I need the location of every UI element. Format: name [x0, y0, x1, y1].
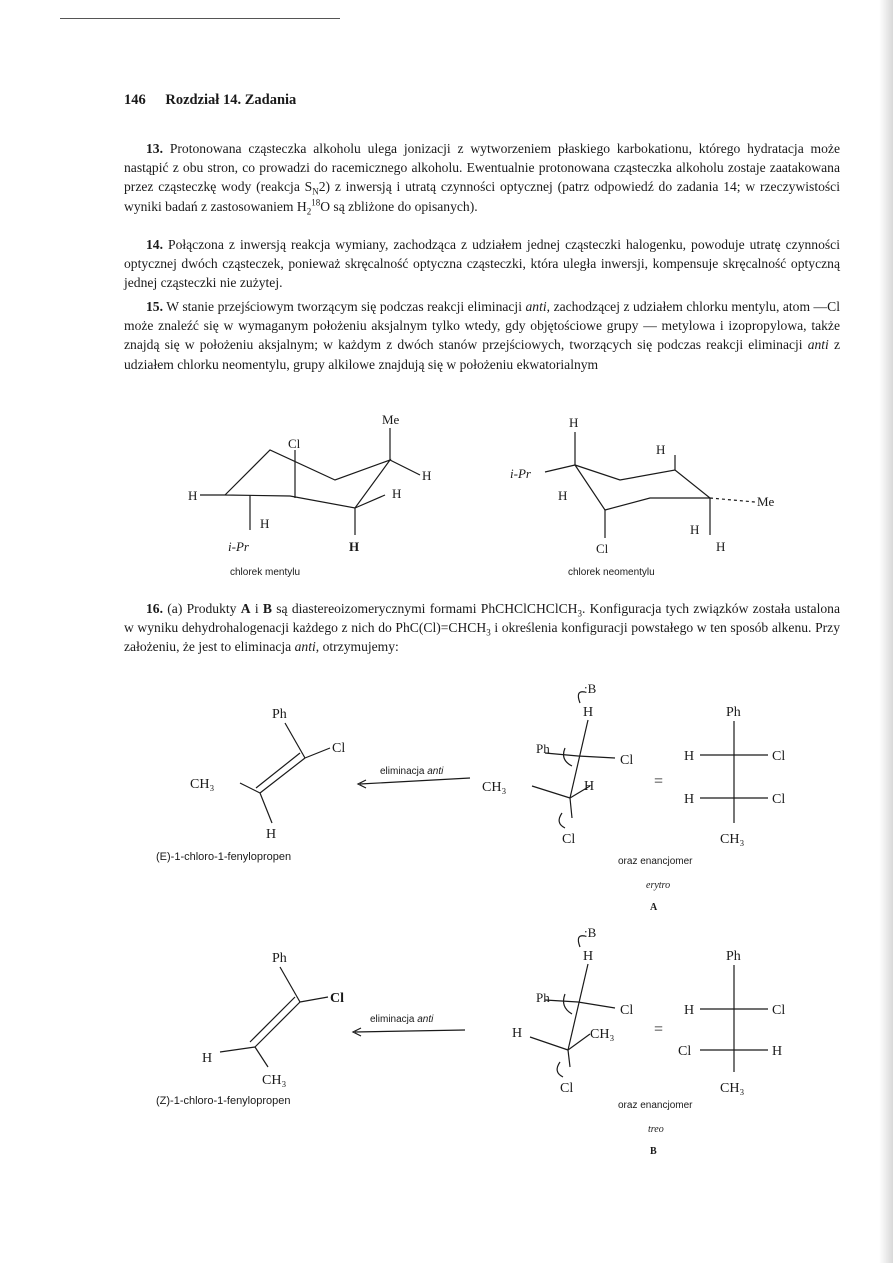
fischer-b-ph: Ph — [726, 949, 741, 964]
newman-b-h-bond — [530, 1037, 568, 1050]
menthyl-h-bond — [390, 460, 420, 475]
neomenthyl-h-left: H — [558, 488, 568, 503]
newman-b-h-top: H — [583, 949, 594, 964]
figure-16-threo — [156, 922, 800, 1162]
menthyl-me: Me — [382, 412, 400, 427]
alkene-e-cl-bond — [305, 748, 330, 758]
paragraph-15: 15. W stanie przejściowym tworzącym się podczas reakcji eliminacji anti, zachodzącej z udziałem chlorku mentylu, atom —Cl może znaleźć się w wymaganym położeniu aksjalnym tylko wtedy, gdy objętościowe grupy — metylowa i izopropylowa, także znajdą się w położeniu aksjalnym; w każdym z dwóch stanów przejściowych, tworzących się podczas reakcji eliminacji anti z udziałem chlorku neomentylu, grupy alkilowe znajdują się w położeniu ekwatorialnym — [124, 299, 840, 372]
neomenthyl-ipr: i-Pr — [510, 466, 531, 481]
neomenthyl-me-bond — [710, 498, 755, 502]
equals-a: = — [654, 773, 664, 790]
alkene-e-structure — [156, 707, 345, 863]
newman-a-base: :B — [584, 681, 597, 696]
newman-b-ph-bond — [545, 1000, 578, 1002]
neomenthyl-h-right: H — [716, 539, 726, 554]
neomenthyl-h-upper: H — [656, 442, 666, 457]
fischer-b-structure — [678, 949, 785, 1096]
alkene-z-caption: (Z)-1-chloro-1-fenylopropen — [156, 1095, 291, 1107]
newman-b-cl-bottom: Cl — [560, 1081, 574, 1096]
alkene-e-cl: Cl — [332, 741, 346, 756]
running-header — [124, 92, 296, 109]
alkene-e-h: H — [266, 827, 277, 842]
arrow-a-label: eliminacja anti — [380, 766, 444, 777]
newman-a-cl-bottom: Cl — [562, 832, 576, 847]
chapter-title: Rozdział 14. Zadania — [165, 92, 297, 108]
newman-a-cl-bond — [578, 756, 615, 758]
alkene-e-double-1 — [260, 758, 305, 793]
figure-16-erythro — [156, 678, 800, 918]
label-b-oraz: oraz enancjomer — [618, 1100, 693, 1111]
menthyl-h-left: H — [188, 488, 198, 503]
top-rule — [60, 18, 340, 19]
arrow-b-line — [355, 1030, 465, 1032]
newman-a-ph: Ph — [536, 741, 550, 756]
alkene-e-ch3: CH₃ — [190, 777, 215, 792]
label-a-letter: A — [650, 902, 658, 913]
alkene-z-ch3: CH₃ — [262, 1073, 287, 1088]
alkene-e-caption: (E)-1-chloro-1-fenylopropen — [156, 851, 292, 863]
neomenthyl-ring — [575, 465, 710, 510]
alkene-z-h-bond — [220, 1047, 255, 1052]
newman-b-ph: Ph — [536, 990, 550, 1005]
label-b-form: treo — [648, 1124, 664, 1135]
menthyl-h-right-low: H — [392, 486, 402, 501]
newman-b-h-left: H — [512, 1026, 523, 1041]
alkene-z-double-1 — [255, 1002, 300, 1047]
label-a-form: erytro — [646, 880, 671, 891]
fischer-a-ch3: CH₃ — [720, 832, 745, 847]
figure-15-chairs — [150, 410, 790, 585]
arrow-a-line — [360, 778, 470, 784]
newman-a-cl-right: Cl — [620, 753, 634, 768]
fischer-a-cl1: Cl — [772, 749, 786, 764]
alkene-z-h: H — [202, 1051, 213, 1066]
neomenthyl-chloride-structure — [510, 415, 775, 578]
alkene-e-ph: Ph — [272, 707, 287, 722]
arrow-b-label: eliminacja anti — [370, 1014, 434, 1025]
menthyl-caption: chlorek mentylu — [230, 567, 301, 578]
alkene-z-ch3-bond — [255, 1047, 268, 1067]
fischer-b-h2: H — [772, 1044, 783, 1059]
page-edge-shadow — [879, 0, 893, 1263]
alkene-e-ph-bond — [285, 723, 305, 758]
label-b-letter: B — [650, 1146, 657, 1157]
alkene-z-ph: Ph — [272, 951, 287, 966]
newman-a-ph-bond — [545, 753, 578, 756]
menthyl-h-right: H — [422, 468, 432, 483]
fischer-b-h1: H — [684, 1003, 695, 1018]
alkene-z-cl: Cl — [330, 991, 344, 1006]
newman-b-cl-bond — [578, 1002, 615, 1008]
alkene-z-double-2 — [250, 997, 295, 1042]
fischer-a-ph: Ph — [726, 705, 741, 720]
neomenthyl-h-mid: H — [690, 522, 700, 537]
neomenthyl-cl: Cl — [596, 541, 609, 556]
newman-b-cl-right: Cl — [620, 1003, 634, 1018]
paragraph-13: 13. Protonowana cząsteczka alkoholu ulega jonizacji z wytworzeniem płaskiego karbokationu, którego hydratacja może nastąpić z obu stron, co prowadzi do racemicznego alkoholu. Ewentualnie protonowana cząsteczka alkoholu zostaje zaatakowana przez cząsteczkę wody (reakcja $S_N2$) z inwersją i utratą czynności optycznej (patrz odpowiedź do zadania 14; w rzeczywistości wyniki badań z zastosowaniem $H_2^{18}O$ są zbliżone do opisanych). — [124, 141, 840, 217]
newman-b-clb-bond — [568, 1050, 570, 1067]
paragraph-16: 16. (a) Produkty A i B są diastereoizomerycznymi formami PhCHClCHClCH$_3$. Konfiguracja tych związków została ustalona w wyniku dehydrohalogenacji każdego z nich do $PhC(Cl)=CHCH_3$ i określenia konfiguracji powstałego w ten sposób alkenu. Przy założeniu, że jest to eliminacja anti, otrzymujemy: — [124, 601, 840, 655]
menthyl-h-lower: H — [260, 516, 270, 531]
newman-b-curve — [564, 994, 572, 1014]
neomenthyl-ipr-bond — [545, 465, 575, 472]
newman-a-ch3-bond — [532, 786, 570, 798]
fischer-a-structure — [684, 705, 785, 847]
newman-a-curve — [564, 748, 572, 766]
newman-a-ch3: CH₃ — [482, 780, 507, 795]
alkene-e-double-2 — [256, 753, 300, 788]
newman-b-ch3: CH₃ — [590, 1027, 615, 1042]
fischer-a-h1: H — [684, 749, 695, 764]
menthyl-ipr: i-Pr — [228, 539, 249, 554]
alkene-z-ph-bond — [280, 967, 300, 1002]
alkene-z-cl-bond — [300, 997, 328, 1002]
neomenthyl-me: Me — [757, 494, 775, 509]
arrow-a — [358, 766, 470, 788]
menthyl-chloride-structure — [188, 412, 431, 578]
fischer-b-ch3: CH₃ — [720, 1081, 745, 1096]
label-a-oraz: oraz enancjomer — [618, 856, 693, 867]
newman-a-curve-2 — [559, 813, 565, 828]
newman-b-structure — [512, 925, 633, 1096]
paragraph-14: 14. Połączona z inwersją reakcja wymiany, zachodząca z udziałem jednej cząsteczki halogenku, powoduje utratę czynności optycznej dwóch cząsteczek, ponieważ skręcalność optyczna cząsteczki, która uległa inwersji, kompensuje skręcalność optyczną jednej cząsteczki nie zużytej. — [124, 237, 840, 291]
newman-a-clb-bond — [570, 798, 572, 818]
newman-a-h-right: H — [584, 779, 595, 794]
menthyl-cl: Cl — [288, 436, 301, 451]
alkene-z-structure — [156, 951, 344, 1107]
newman-b-curve-2 — [557, 1062, 563, 1077]
newman-a-structure — [482, 681, 633, 847]
neomenthyl-h-top: H — [569, 415, 579, 430]
newman-a-h-top: H — [583, 705, 594, 720]
menthyl-h-axial: H — [349, 539, 360, 554]
alkene-e-ch3-bond — [240, 783, 260, 793]
fischer-a-h2: H — [684, 792, 695, 807]
fischer-b-cl1: Cl — [772, 1003, 786, 1018]
fischer-b-cl2: Cl — [678, 1044, 692, 1059]
newman-b-base: :B — [584, 925, 597, 940]
equals-b: = — [654, 1021, 664, 1038]
arrow-b — [353, 1014, 465, 1036]
alkene-e-h-bond — [260, 793, 272, 823]
neomenthyl-caption: chlorek neomentylu — [568, 567, 655, 578]
page-number: 146 — [124, 92, 146, 108]
fischer-a-cl2: Cl — [772, 792, 786, 807]
